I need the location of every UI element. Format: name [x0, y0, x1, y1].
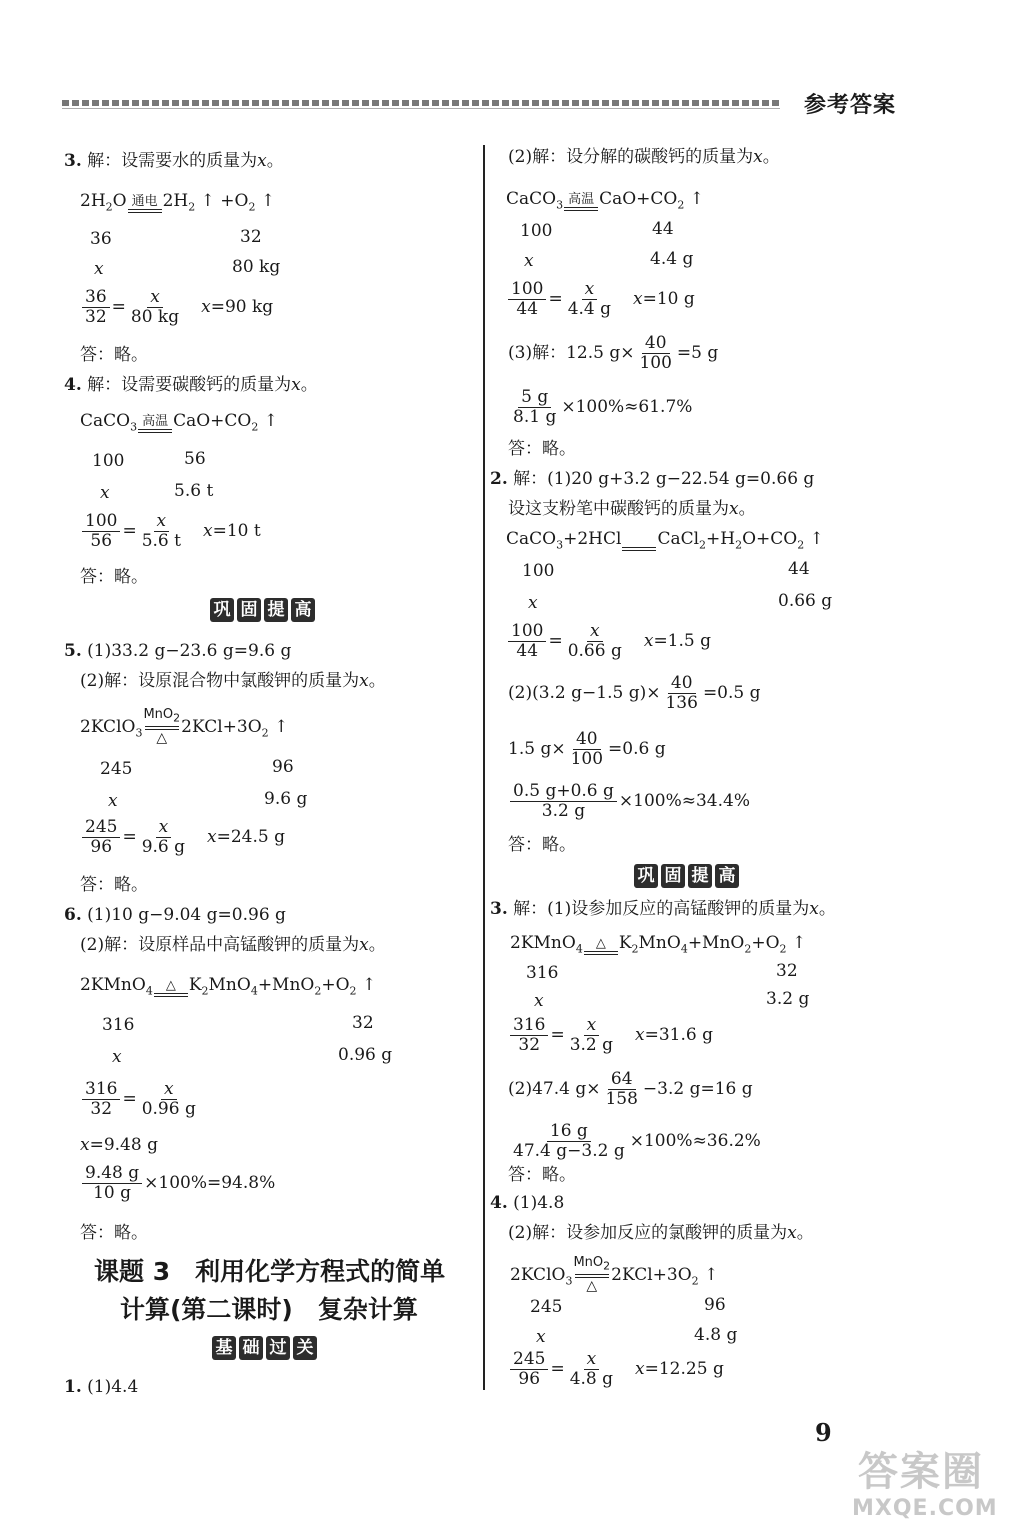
- q4-equation: CaCO$_3$ 高温 $CaO+CO_2$ ↑: [80, 411, 279, 434]
- q3-intro: 3. 解：设需要水的质量为x。: [64, 151, 284, 171]
- q3r-part1: 3. 解：(1)设参加反应的高锰酸钾的质量为x。: [490, 899, 836, 919]
- q2-percentage: $\frac{0.5 g+0.6 g}{3.2 g}$ ×100%≈34.4%: [508, 782, 750, 821]
- column-divider: [483, 145, 485, 1390]
- q5-value-2: 9.6 g: [264, 789, 308, 809]
- q4r-equation: 2KClO$_3$ MnO$_2$ △ $2KCl+3O_2$ ↑: [510, 1255, 719, 1294]
- header-title: 参考答案: [804, 93, 897, 118]
- q4-molar-2: 56: [184, 449, 206, 469]
- q2-equation: CaCO$_3$+2HCl $CaCl_2+H_2O+CO_2$ ↑: [506, 529, 824, 552]
- q2-molar-1: 100: [522, 561, 555, 581]
- q5-unknown: x: [108, 791, 118, 811]
- q4r-molar-2: 96: [704, 1295, 726, 1315]
- q3-molar-1: 36: [90, 229, 112, 249]
- q2-value-2: 0.66 g: [778, 591, 833, 611]
- q2-part2b: 1.5 g× $\frac{40}{100}$ =0.6 g: [508, 729, 666, 769]
- r1-equation: CaCO$_3$ 高温 $CaO+CO_2$ ↑: [506, 189, 705, 212]
- q2-part1: 2. 解：(1)20 g+3.2 g−22.54 g=0.66 g: [490, 469, 815, 489]
- r1-unknown: x: [524, 251, 534, 271]
- r1-percentage: $\frac{5 g}{8.1 g}$ ×100%≈61.7%: [513, 387, 693, 427]
- r1-molar-1: 100: [520, 221, 553, 241]
- q6-value-2: 0.96 g: [338, 1045, 393, 1065]
- q4-value-2: 5.6 t: [174, 481, 214, 501]
- q3-answer: 答：略。: [80, 345, 148, 365]
- q3r-molar-2: 32: [776, 961, 798, 981]
- q5-molar-2: 96: [272, 757, 294, 777]
- q3-equation: $2H_2O$ 通电 $2H_2$ ↑ $+O_2$ ↑: [80, 191, 276, 214]
- q5-equation: 2KClO$_3$ MnO$_2$ △ $2KCl+3O_2$ ↑: [80, 707, 289, 746]
- q2-proportion: $\frac{100}{44}$ = $\frac{x}{0.66 g}$ x=1.5 g: [506, 622, 711, 661]
- q3r-equation: 2KMnO$_4$ △ $K_2MnO_4+MnO_2+O_2$ ↑: [510, 933, 807, 956]
- q3-molar-2: 32: [240, 227, 262, 247]
- q4-proportion: $\frac{100}{56}$ = $\frac{x}{5.6 t}$ x=10 t: [80, 512, 261, 551]
- q6-result: x=9.48 g: [80, 1135, 158, 1155]
- q4r-molar-1: 245: [530, 1297, 563, 1317]
- q4-unknown: x: [100, 483, 110, 503]
- q6-unknown: x: [112, 1047, 122, 1067]
- r1-proportion: $\frac{100}{44}$ = $\frac{x}{4.4 g}$ x=10 g: [506, 280, 695, 319]
- q3r-value-2: 3.2 g: [766, 989, 810, 1009]
- r1-part3: (3)解：12.5 g× $\frac{40}{100}$ =5 g: [508, 333, 719, 373]
- header-rule: [62, 100, 780, 106]
- q4r-unknown: x: [536, 1327, 546, 1347]
- q4r-value-2: 4.8 g: [694, 1325, 738, 1345]
- r1-molar-2: 44: [652, 219, 674, 239]
- q6-answer: 答：略。: [80, 1223, 148, 1243]
- q6-molar-1: 316: [102, 1015, 135, 1035]
- q5-part2: (2)解：设原混合物中氯酸钾的质量为x。: [80, 671, 386, 691]
- q6-proportion: $\frac{316}{32}$ = $\frac{x}{0.96 g}$: [80, 1080, 201, 1119]
- q3r-percentage: $\frac{16 g}{47.4 g-3.2 g}$ ×100%≈36.2%: [513, 1121, 761, 1161]
- q4r-part2: (2)解：设参加反应的氯酸钾的质量为x。: [508, 1223, 814, 1243]
- q5-proportion: $\frac{245}{96}$ = $\frac{x}{9.6 g}$ x=24.5 g: [80, 818, 285, 857]
- section-badge-consolidate-2: 巩 固 提 高: [634, 864, 739, 888]
- q3-unknown: x: [94, 259, 104, 279]
- q3-proportion: $\frac{36}{32}$ = $\frac{x}{80 kg}$ x=90 kg: [80, 288, 273, 327]
- q4r-proportion: $\frac{245}{96}$ = $\frac{x}{4.8 g}$ x=12.25 g: [508, 1350, 724, 1389]
- q2-unknown: x: [528, 593, 538, 613]
- watermark-logo: 答案圈 MXQE.COM: [852, 1449, 998, 1521]
- q3-value-2: 80 kg: [232, 257, 281, 277]
- section-badge-basics: 基 础 过 关: [212, 1336, 317, 1360]
- q4r-part1: 4. (1)4.8: [490, 1193, 565, 1213]
- q3r-molar-1: 316: [526, 963, 559, 983]
- page-number: 9: [815, 1418, 832, 1447]
- r1-answer: 答：略。: [508, 439, 576, 459]
- lesson-title-line2: 计算(第二课时) 复杂计算: [120, 1295, 418, 1324]
- lesson-title-line1: 课题 3 利用化学方程式的简单: [94, 1257, 446, 1286]
- q5-molar-1: 245: [100, 759, 133, 779]
- q3r-unknown: x: [534, 991, 544, 1011]
- q2-molar-2: 44: [788, 559, 810, 579]
- q6-part1: 6. (1)10 g−9.04 g=0.96 g: [64, 905, 286, 925]
- q3r-answer: 答：略。: [508, 1165, 576, 1185]
- q4-intro: 4. 解：设需要碳酸钙的质量为x。: [64, 375, 318, 395]
- q6-equation: 2KMnO$_4$ △ $K_2MnO_4+MnO_2+O_2$ ↑: [80, 975, 377, 998]
- q5-part1: 5. (1)33.2 g−23.6 g=9.6 g: [64, 641, 292, 661]
- q1-part1: 1. (1)4.4: [64, 1377, 139, 1397]
- q2-answer: 答：略。: [508, 835, 576, 855]
- q3r-part2: (2)47.4 g× $\frac{64}{158}$ −3.2 g=16 g: [508, 1069, 753, 1109]
- r1-value-2: 4.4 g: [650, 249, 694, 269]
- q6-percentage: $\frac{9.48 g}{10 g}$ ×100%=94.8%: [80, 1164, 275, 1203]
- q2-part2a: (2)(3.2 g−1.5 g)× $\frac{40}{136}$ =0.5 g: [508, 673, 761, 713]
- r1-part2: (2)解：设分解的碳酸钙的质量为x。: [508, 147, 780, 167]
- q4-molar-1: 100: [92, 451, 125, 471]
- q6-part2: (2)解：设原样品中高锰酸钾的质量为x。: [80, 935, 386, 955]
- q5-answer: 答：略。: [80, 875, 148, 895]
- header-rule-thin: [62, 108, 780, 109]
- section-badge-consolidate: 巩 固 提 高: [210, 598, 315, 622]
- q6-molar-2: 32: [352, 1013, 374, 1033]
- q3r-proportion: $\frac{316}{32}$ = $\frac{x}{3.2 g}$ x=31.6 g: [508, 1016, 713, 1055]
- q2-intro: 设这支粉笔中碳酸钙的质量为x。: [508, 499, 756, 519]
- q4-answer: 答：略。: [80, 567, 148, 587]
